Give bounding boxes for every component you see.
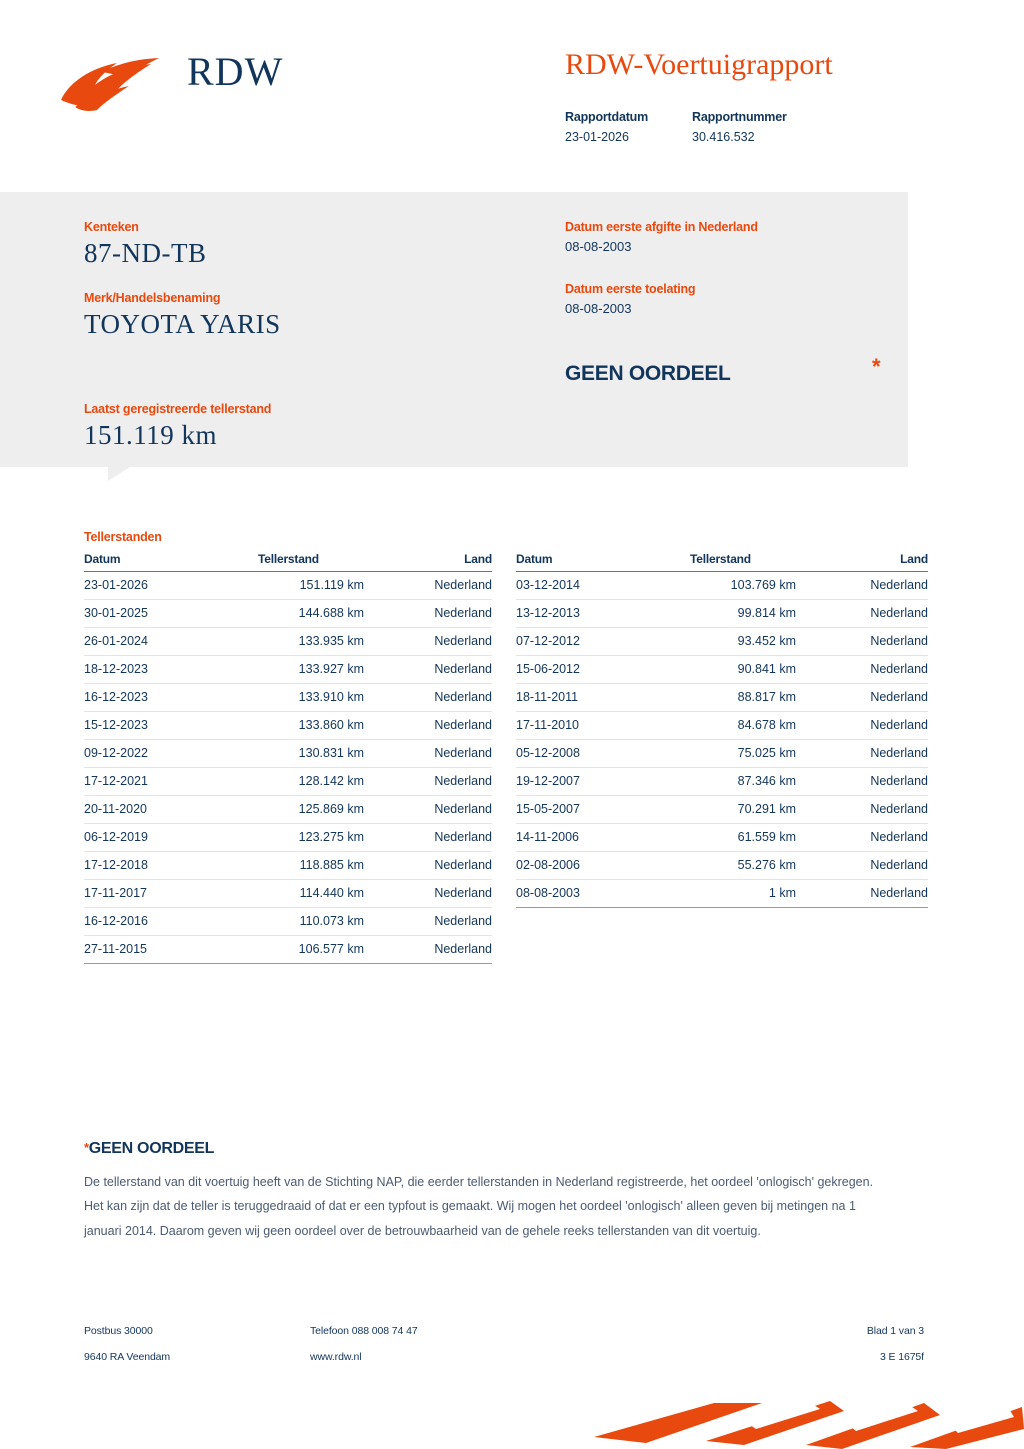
odometer-table-right [516,552,928,908]
footer-telefoon: Telefoon 088 008 74 47 [310,1325,418,1337]
cell-datum: 20-11-2020 [84,796,212,824]
kenteken-value: 87-ND-TB [84,238,207,268]
table-row [84,712,492,740]
cell-land: Nederland [826,572,928,600]
cell-tellerstand: 133.910 km [212,684,394,712]
report-number-label: Rapportnummer [692,110,787,124]
first-issue-value: 08-08-2003 [565,239,632,254]
table-row [516,572,928,600]
document-header [0,0,1024,190]
first-admission-label: Datum eerste toelating [565,282,696,296]
last-odometer-value: 151.119 km [84,420,217,450]
cell-land: Nederland [394,628,492,656]
table-row [84,768,492,796]
kenteken-label: Kenteken [84,220,139,234]
cell-land: Nederland [826,740,928,768]
cell-tellerstand: 128.142 km [212,768,394,796]
cell-land: Nederland [826,656,928,684]
cell-tellerstand: 133.935 km [212,628,394,656]
cell-tellerstand: 114.440 km [212,880,394,908]
cell-tellerstand: 87.346 km [644,768,826,796]
cell-tellerstand: 118.885 km [212,852,394,880]
cell-land: Nederland [394,880,492,908]
cell-tellerstand: 84.678 km [644,712,826,740]
cell-tellerstand: 75.025 km [644,740,826,768]
odometer-section-title: Tellerstanden [84,530,162,544]
cell-datum: 27-11-2015 [84,936,212,964]
cell-tellerstand: 70.291 km [644,796,826,824]
cell-land: Nederland [394,852,492,880]
cell-datum: 15-06-2012 [516,656,644,684]
table-row [516,600,928,628]
cell-datum: 14-11-2006 [516,824,644,852]
footnote [84,1140,874,1243]
cell-tellerstand: 93.452 km [644,628,826,656]
table-row [84,936,492,964]
footnote-body: De tellerstand van dit voertuig heeft van de Stichting NAP, die eerder tellerstanden in Nederland registreerde, het oordeel 'onlogisch' gekregen. Het kan zijn dat de teller is teruggedraaid of dat er een typfout is gemaakt. Wij mogen het oordeel 'onlogisch' alleen geven bij metingen na 1 januari 2014. Daarom geven wij geen oordeel over de betrouwbaarheid van de gehele reeks tellerstanden van dit voertuig. [84,1175,874,1238]
cell-tellerstand: 125.869 km [212,796,394,824]
cell-tellerstand: 144.688 km [212,600,394,628]
cell-land: Nederland [826,684,928,712]
kenteken-block [84,220,281,340]
cell-datum: 26-01-2024 [84,628,212,656]
cell-land: Nederland [394,768,492,796]
cell-datum: 13-12-2013 [516,600,644,628]
table-row [516,656,928,684]
cell-tellerstand: 110.073 km [212,908,394,936]
cell-land: Nederland [394,936,492,964]
merk-value: TOYOTA YARIS [84,309,281,339]
cell-datum: 16-12-2023 [84,684,212,712]
last-odometer-label: Laatst geregistreerde tellerstand [84,402,272,416]
cell-tellerstand: 130.831 km [212,740,394,768]
cell-land: Nederland [394,824,492,852]
footnote-title [84,1140,874,1158]
col-land: Land [394,552,492,572]
cell-datum: 05-12-2008 [516,740,644,768]
odometer-table-left [84,552,492,964]
rdw-stripes-icon [594,1389,1024,1449]
first-issue-label: Datum eerste afgifte in Nederland [565,220,758,234]
cell-datum: 02-08-2006 [516,852,644,880]
table-row [516,824,928,852]
rdw-logo [55,40,285,120]
table-row [84,796,492,824]
cell-tellerstand: 1 km [644,880,826,908]
cell-tellerstand: 133.927 km [212,656,394,684]
verdict-asterisk: * [872,354,881,379]
cell-datum: 18-11-2011 [516,684,644,712]
first-issue-block [565,220,758,254]
cell-datum: 19-12-2007 [516,768,644,796]
merk-label: Merk/Handelsbenaming [84,291,221,305]
cell-datum: 18-12-2023 [84,656,212,684]
cell-tellerstand: 90.841 km [644,656,826,684]
cell-land: Nederland [394,740,492,768]
report-number-value: 30.416.532 [692,130,755,144]
report-date-value: 23-01-2026 [565,130,629,144]
table-row [84,656,492,684]
cell-land: Nederland [394,600,492,628]
footer-website[interactable]: www.rdw.nl [310,1351,362,1363]
table-row [516,796,928,824]
report-date-label: Rapportdatum [565,110,649,124]
footer-decoration [594,1389,1024,1449]
cell-datum: 07-12-2012 [516,628,644,656]
footnote-title-text: GEEN OORDEEL [88,1140,215,1157]
table-row [84,908,492,936]
cell-datum: 09-12-2022 [84,740,212,768]
table-header-row [84,552,492,572]
table-row [516,712,928,740]
cell-datum: 17-12-2021 [84,768,212,796]
table-row [516,684,928,712]
col-datum: Datum [84,552,212,572]
footer-formulier: 3 E 1675f [879,1351,924,1363]
cell-land: Nederland [826,880,928,908]
col-tellerstand: Tellerstand [644,552,826,572]
document-footer [84,1325,924,1377]
cell-land: Nederland [394,712,492,740]
cell-land: Nederland [394,908,492,936]
table-row [84,824,492,852]
cell-land: Nederland [394,684,492,712]
cell-datum: 08-08-2003 [516,880,644,908]
cell-tellerstand: 123.275 km [212,824,394,852]
first-admission-value: 08-08-2003 [565,301,632,316]
table-row [84,572,492,600]
table-row [84,740,492,768]
cell-land: Nederland [826,628,928,656]
cell-tellerstand: 151.119 km [212,572,394,600]
logo-wordmark: RDW [187,49,284,94]
col-tellerstand: Tellerstand [212,552,394,572]
table-row [516,768,928,796]
col-land: Land [826,552,928,572]
cell-land: Nederland [394,656,492,684]
cell-tellerstand: 55.276 km [644,852,826,880]
cell-datum: 06-12-2019 [84,824,212,852]
page-title: RDW-Voertuigrapport [565,48,833,81]
cell-land: Nederland [394,796,492,824]
table-row [516,628,928,656]
cell-tellerstand: 133.860 km [212,712,394,740]
cell-datum: 16-12-2016 [84,908,212,936]
cell-datum: 17-12-2018 [84,852,212,880]
cell-land: Nederland [826,712,928,740]
cell-datum: 15-05-2007 [516,796,644,824]
table-row [84,684,492,712]
cell-datum: 17-11-2017 [84,880,212,908]
cell-land: Nederland [394,572,492,600]
footnote-asterisk: * [84,1140,89,1155]
cell-tellerstand: 99.814 km [644,600,826,628]
report-meta [565,110,787,144]
panel-notch [108,467,130,481]
cell-datum: 17-11-2010 [516,712,644,740]
table-row [84,600,492,628]
cell-tellerstand: 88.817 km [644,684,826,712]
table-row [84,880,492,908]
cell-tellerstand: 106.577 km [212,936,394,964]
cell-datum: 15-12-2023 [84,712,212,740]
cell-land: Nederland [826,600,928,628]
cell-land: Nederland [826,796,928,824]
cell-land: Nederland [826,852,928,880]
cell-tellerstand: 61.559 km [644,824,826,852]
table-row [84,628,492,656]
cell-datum: 30-01-2025 [84,600,212,628]
table-row [516,740,928,768]
table-row [516,880,928,908]
cell-datum: 23-01-2026 [84,572,212,600]
first-admission-block [565,282,695,316]
rdw-flame-icon [55,52,175,114]
footer-blad: Blad 1 van 3 [866,1325,924,1337]
cell-land: Nederland [826,768,928,796]
cell-land: Nederland [826,824,928,852]
cell-datum: 03-12-2014 [516,572,644,600]
table-row [84,852,492,880]
vehicle-summary-panel [0,192,908,467]
cell-tellerstand: 103.769 km [644,572,826,600]
last-odometer-block [84,402,271,451]
col-datum: Datum [516,552,644,572]
table-header-row [516,552,928,572]
table-row [516,852,928,880]
footer-plaats: 9640 RA Veendam [84,1351,171,1363]
footer-postbus: Postbus 30000 [84,1325,153,1337]
verdict-badge: GEEN OORDEEL [565,362,731,385]
